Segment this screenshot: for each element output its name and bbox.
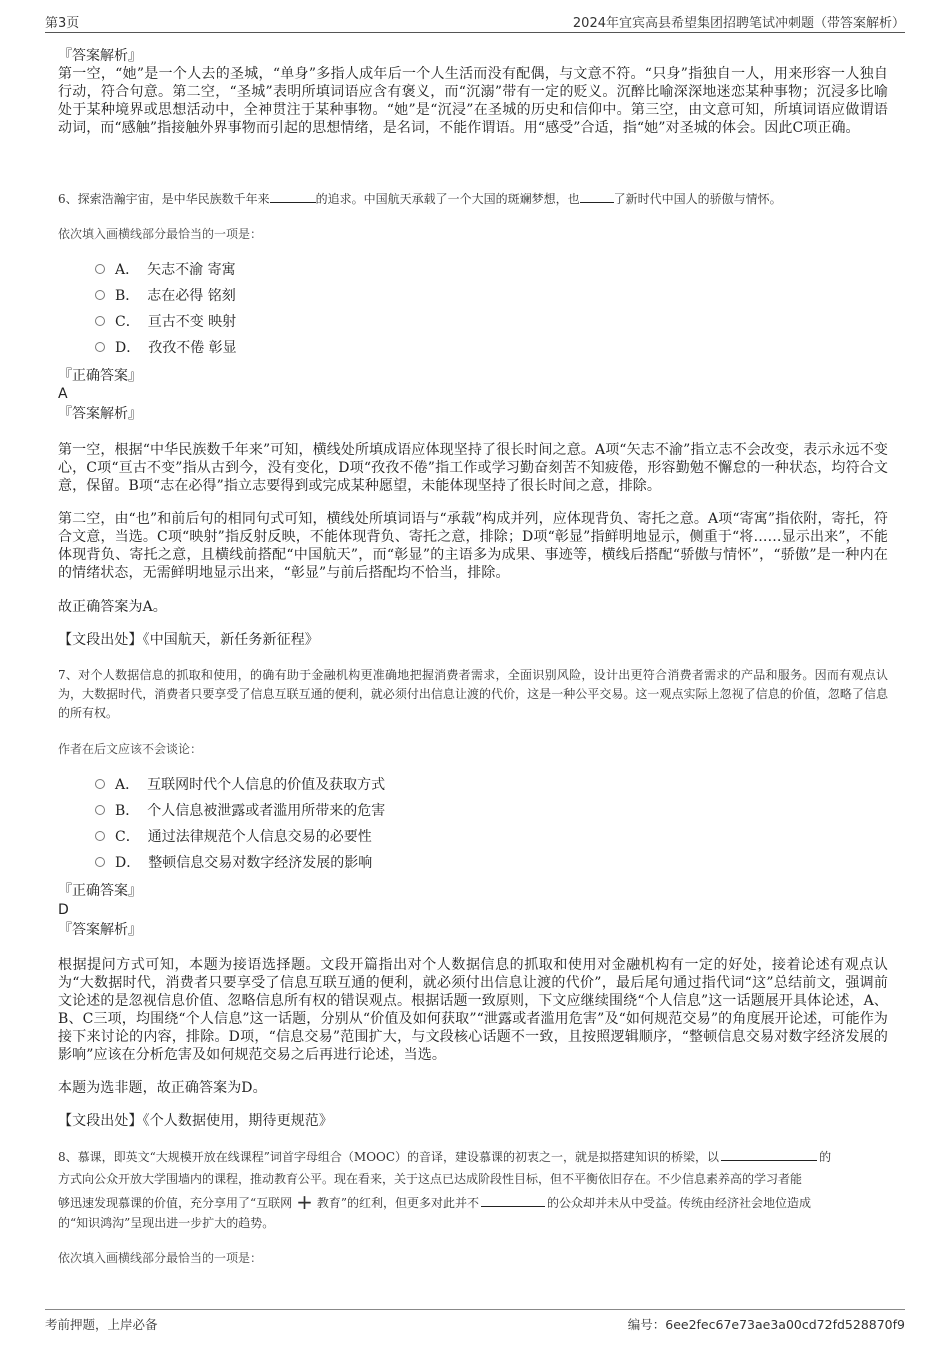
q7-correct-label: 『正确答案』 [58,883,142,899]
q6-correct-label: 『正确答案』 [58,368,142,384]
q6-option-c[interactable] [95,312,236,332]
q7-source: 【文段出处】《个人数据使用，期待更规范》 [58,1113,333,1129]
option-text: 互联网时代个人信息的价值及获取方式 [147,777,386,793]
q8-blank-1 [721,1148,817,1161]
q7-option-d[interactable] [95,853,372,873]
q6-correct-answer: A [58,386,68,402]
radio-icon[interactable] [95,857,105,867]
q8-blank-2 [481,1194,545,1207]
option-text: 整顿信息交易对数字经济发展的影响 [148,855,373,871]
q6-option-a[interactable] [95,260,236,280]
option-key: C． [115,314,140,330]
option-text: 矢志不渝 寄寓 [147,262,236,278]
radio-icon[interactable] [95,316,105,326]
option-key: A． [115,262,140,278]
option-key: B． [115,288,140,304]
plus-sign: + [296,1190,313,1214]
q6-analysis-p1: 第一空，根据“中华民族数千年来”可知，横线处所填成语应体现坚持了很长时间之意。A项“矢志不渝”指立志不会改变，表示永远不变心，C项“亘古不变”指从古到今，没有变化，D项“孜孜不倦”指工作或学习勤奋刻苦不知疲倦，形容勤勉不懈怠的一种状态，均符合文意，保留。B项“志在必得”指立志要得到或完成某种愿望，未能体现坚持了很长时间之意，排除。 [58,442,888,494]
q6-blank-1 [270,190,316,203]
option-key: C． [115,829,140,845]
radio-icon[interactable] [95,342,105,352]
q6-analysis-label: 『答案解析』 [58,406,142,422]
q6-source: 【文段出处】《中国航天，新任务新征程》 [58,632,319,648]
option-key: B． [115,803,140,819]
option-text: 通过法律规范个人信息交易的必要性 [147,829,372,845]
q8-line1-text: 8、慕课，即英文“大规模开放在线课程”词首字母组合（MOOC）的音译，建设慕课的初衷之一，就是拟搭建知识的桥梁，以 [58,1150,720,1164]
q7-conclusion: 本题为选非题，故正确答案为D。 [58,1080,267,1096]
q6-prompt: 依次填入画横线部分最恰当的一项是： [58,227,263,241]
q7-correct-answer: D [58,902,69,918]
option-key: A． [115,777,140,793]
q8-stem-line-1 [58,1148,888,1167]
option-key: D． [115,340,141,356]
radio-icon[interactable] [95,264,105,274]
page-header [45,10,905,33]
option-text: 志在必得 铭刻 [147,288,236,304]
q6-analysis-p2: 第二空，由“也”和前后句的相同句式可知，横线处所填词语与“承载”构成并列，应体现背负、寄托之意。A项“寄寓”指依附，寄托，符合文意，当选。C项“映射”指反射反映，不能体现背负、寄托之意，排除；D项“彰显”指鲜明地显示，侧重于“将……显示出来”，不能体现背负、寄托之意，且横线前搭配“中国航天”，而“彰显”的主语多为成果、事迹等，横线后搭配“骄傲与情怀”，“骄傲”是一种内在的情绪状态，无需鲜明地显示出来，“彰显”与前后搭配均不恰当，排除。 [58,511,888,581]
q6-stem-part-c: 了新时代中国人的骄傲与情怀。 [613,192,782,206]
q5-analysis-label: 『答案解析』 [58,48,142,64]
q7-option-c[interactable] [95,827,372,847]
footer-doc-id: 编号：6ee2fec67e73ae3a00cd72fd528870f9 [627,1317,905,1332]
q6-stem [58,190,888,209]
q7-option-b[interactable] [95,801,385,821]
radio-icon[interactable] [95,831,105,841]
page-footer [45,1309,905,1338]
radio-icon[interactable] [95,779,105,789]
q6-option-b[interactable] [95,286,236,306]
radio-icon[interactable] [95,290,105,300]
q8-stem-line-3 [58,1190,888,1214]
option-text: 亘古不变 映射 [147,314,237,330]
q8-line3-text-a: 够迅速发现慕课的价值，充分享用了“互联网 [58,1196,293,1210]
q6-stem-part-a: 6、探索浩瀚宇宙，是中华民族数千年来 [58,192,270,206]
document-title: 2024年宜宾高县希望集团招聘笔试冲刺题（带答案解析） [572,16,905,31]
q6-conclusion: 故正确答案为A。 [58,599,167,615]
q8-line3-text-b: 教育”的红利，但更多对此并不 [316,1196,480,1210]
q8-line3-text-c: 的公众却并未从中受益。传统由经济社会地位造成 [547,1196,812,1210]
q8-stem-line-4: 的“知识鸿沟”呈现出进一步扩大的趋势。 [58,1216,275,1230]
radio-icon[interactable] [95,805,105,815]
q5-analysis: 第一空，“她”是一个人去的圣城，“单身”多指人成年后一个人生活而没有配偶，与文意不符。“只身”指独自一人，用来形容一人独自行动，符合句意。第二空，“圣城”表明所填词语应含有褒义，而“沉溺”带有一定的贬义。沉醉比喻深深地迷恋某种事物；沉浸多比喻处于某种境界或思想活动中，全神贯注于某种事物。“她”是“沉浸”在圣城的历史和信仰中。第三空，由文意可知，所填词语应做谓语动词，而“感触”指接触外界事物而引起的思想情绪，是名词，不能作谓语。用“感受”合适，指“她”对圣城的体会。因此C项正确。 [58,66,888,136]
q8-stem-line-2: 方式向公众开放大学围墙内的课程，推动教育公平。现在看来，关于这点已达成阶段性目标，但不平衡依旧存在。不少信息素养高的学习者能 [58,1172,803,1186]
q7-analysis: 根据提问方式可知，本题为接语选择题。文段开篇指出对个人数据信息的抓取和使用对金融机构有一定的好处，接着论述有观点认为“大数据时代，消费者只要享受了信息互联互通的便利，就必须付出信息让渡的代价”，最后尾句通过指代词“这”总结前文，强调前文论述的是忽视信息价值、忽略信息所有权的错误观点。根据话题一致原则，下文应继续围绕“个人信息”这一话题展开具体论述，A、B、C三项，均围绕“个人信息”这一话题，分别从“价值及如何获取”“泄露或者滥用危害”及“如何规范交易”的角度展开论述，可能作为接下来讨论的内容，排除。D项，“信息交易”范围扩大，与文段核心话题不一致，且按照逻辑顺序，“整顿信息交易对数字经济发展的影响”应该在分析危害及如何规范交易之后再进行论述，当选。 [58,957,888,1063]
q6-blank-2 [580,190,614,203]
page-number: 第3页 [45,16,80,31]
q8-line1-tail: 的 [819,1150,832,1164]
q8-prompt: 依次填入画横线部分最恰当的一项是： [58,1251,263,1265]
q6-option-d[interactable] [95,338,237,358]
q7-stem: 7、对个人数据信息的抓取和使用，的确有助于金融机构更准确地把握消费者需求，全面识别风险，设计出更符合消费者需求的产品和服务。因而有观点认为，大数据时代，消费者只要享受了信息互联互通的便利，就必须付出信息让渡的代价，这是一种公平交易。这一观点实际上忽视了信息的价值，忽略了信息的所有权。 [58,668,888,720]
option-text: 孜孜不倦 彰显 [148,340,237,356]
q7-option-a[interactable] [95,775,385,795]
option-key: D． [115,855,141,871]
q7-analysis-label: 『答案解析』 [58,922,142,938]
footer-slogan: 考前押题，上岸必备 [45,1317,158,1332]
q6-stem-part-b: 的追求。中国航天承载了一个大国的斑斓梦想，也 [315,192,580,206]
option-text: 个人信息被泄露或者滥用所带来的危害 [147,803,386,819]
q7-prompt: 作者在后文应该不会谈论： [58,742,203,756]
